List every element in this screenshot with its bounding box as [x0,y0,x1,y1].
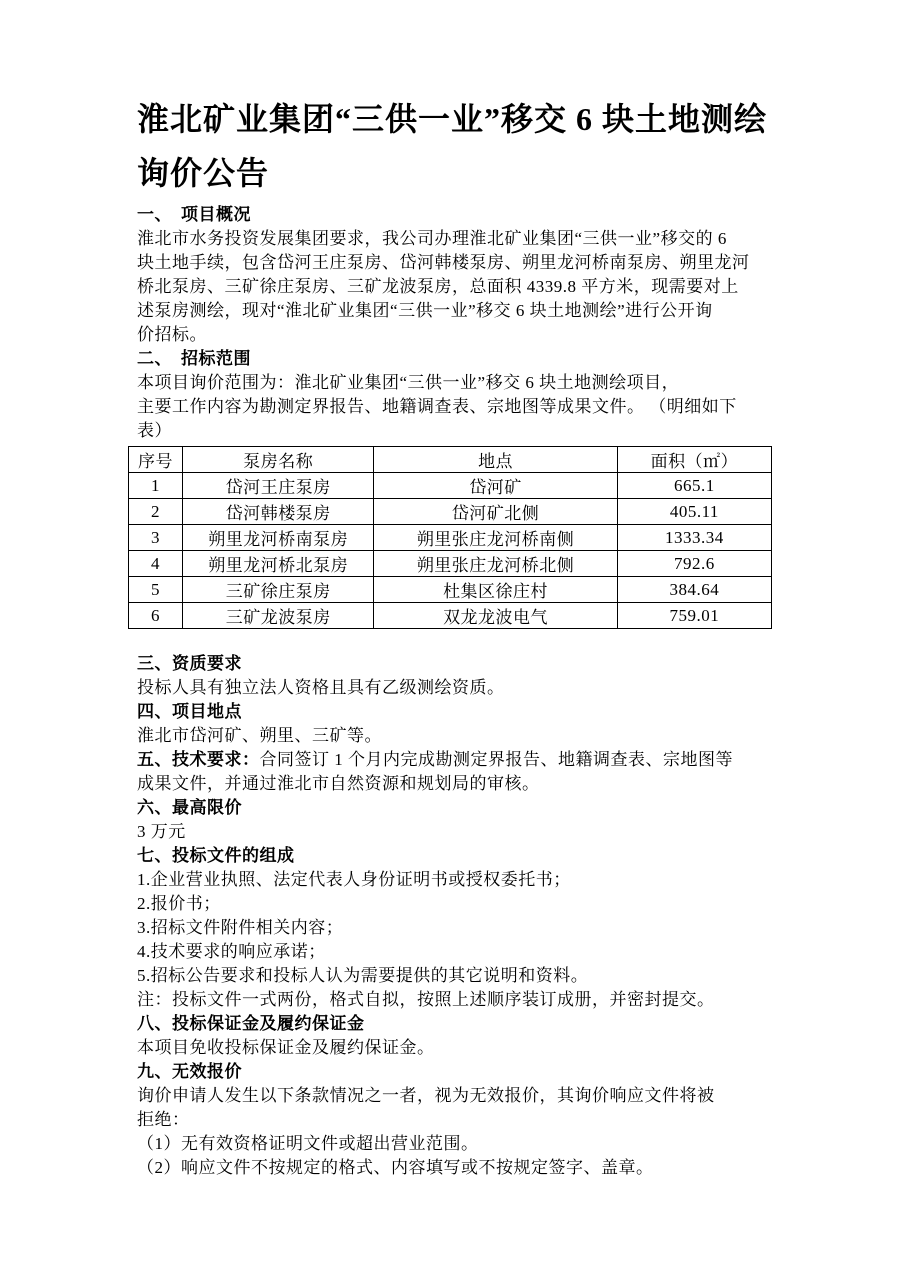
section-heading-project-location: 四、项目地点 [137,702,242,721]
body-line: （1）无有效资格证明文件或超出营业范围。 [137,1134,479,1153]
section-heading-qualification: 三、资质要求 [137,654,242,673]
body-line: 主要工作内容为勘测定界报告、地籍调查表、宗地图等成果文件。 （明细如下 [137,397,737,416]
body-line: 拒绝： [137,1110,190,1129]
table-cell: 三矿徐庄泵房 [183,577,374,603]
table-row [129,551,772,577]
body-line: （2）响应文件不按规定的格式、内容填写或不按规定签字、盖章。 [137,1158,654,1177]
table-header-cell: 序号 [129,447,183,473]
document-title [137,92,772,200]
list-item: 1.企业营业执照、法定代表人身份证明书或授权委托书； [137,870,571,889]
table-cell: 792.6 [617,551,771,577]
table-cell: 6 [129,603,183,629]
section-heading-technical-requirements: 五、技术要求： [137,750,260,769]
note-line: 注：投标文件一式两份，格式自拟，按照上述顺序装订成册，并密封提交。 [137,990,715,1009]
pump-house-table [128,446,772,629]
table-cell: 朔里龙河桥南泵房 [183,525,374,551]
table-cell: 759.01 [617,603,771,629]
table-row [129,525,772,551]
table-cell: 朔里张庄龙河桥南侧 [374,525,617,551]
table-cell: 2 [129,499,183,525]
body-line: 本项目免收投标保证金及履约保证金。 [137,1038,435,1057]
table-cell: 405.11 [617,499,771,525]
table-header-row [129,447,772,473]
table-cell: 双龙龙波电气 [374,603,617,629]
section-heading-max-price: 六、最高限价 [137,798,242,817]
list-item: 5.招标公告要求和投标人认为需要提供的其它说明和资料。 [137,966,589,985]
section-technical-requirements-line1 [137,748,772,772]
table-row [129,577,772,603]
body-line: 表） [137,421,172,440]
section-heading-bid-document-composition: 七、投标文件的组成 [137,846,295,865]
table-cell: 三矿龙波泵房 [183,603,374,629]
body-inline: 合同签订 1 个月内完成勘测定界报告、地籍调查表、宗地图等 [259,750,733,769]
body-line: 价招标。 [137,325,207,344]
list-item: 3.招标文件附件相关内容； [137,918,344,937]
section-heading-project-overview: 一、 项目概况 [137,205,251,224]
body-line: 投标人具有独立法人资格且具有乙级测绘资质。 [137,678,505,697]
table-cell: 384.64 [617,577,771,603]
body-line: 本项目询价范围为：淮北矿业集团“三供一业”移交 6 块土地测绘项目， [137,373,680,392]
table-cell: 3 [129,525,183,551]
table-cell: 665.1 [617,473,771,499]
table-cell: 朔里龙河桥北泵房 [183,551,374,577]
table-cell: 1333.34 [617,525,771,551]
section-heading-invalid-quotes: 九、无效报价 [137,1062,242,1081]
table-cell: 杜集区徐庄村 [374,577,617,603]
body-line: 3 万元 [137,822,186,841]
list-item: 2.报价书； [137,894,221,913]
list-item: 4.技术要求的响应承诺； [137,942,326,961]
table-header-cell: 面积（㎡） [617,447,771,473]
table-cell: 4 [129,551,183,577]
section-heading-bid-scope: 二、 招标范围 [137,349,251,368]
body-line: 桥北泵房、三矿徐庄泵房、三矿龙波泵房，总面积 4339.8 平方米，现需要对上 [137,277,739,296]
table-header-cell: 地点 [374,447,617,473]
table-cell: 1 [129,473,183,499]
body-line: 述泵房测绘，现对“淮北矿业集团“三供一业”移交 6 块土地测绘”进行公开询 [137,301,713,320]
document-title-line2: 询价公告 [137,155,270,191]
table-row [129,473,772,499]
body-line: 成果文件，并通过淮北市自然资源和规划局的审核。 [137,774,540,793]
body-line: 块土地手续，包含岱河王庄泵房、岱河韩楼泵房、朔里龙河桥南泵房、朔里龙河 [137,253,750,272]
body-line: 询价申请人发生以下条款情况之一者，视为无效报价，其询价响应文件将被 [137,1086,715,1105]
body-line: 淮北市水务投资发展集团要求，我公司办理淮北矿业集团“三供一业”移交的 6 [137,229,727,248]
table-cell: 岱河王庄泵房 [183,473,374,499]
table-row [129,603,772,629]
table-cell: 岱河矿北侧 [374,499,617,525]
body-line: 淮北市岱河矿、朔里、三矿等。 [137,726,382,745]
section-heading-deposit: 八、投标保证金及履约保证金 [137,1014,365,1033]
document-title-line1: 淮北矿业集团“三供一业”移交 6 块土地测绘 [137,101,768,137]
table-row [129,499,772,525]
table-cell: 5 [129,577,183,603]
table-cell: 岱河矿 [374,473,617,499]
table-cell: 朔里张庄龙河桥北侧 [374,551,617,577]
table-header-cell: 泵房名称 [183,447,374,473]
table-cell: 岱河韩楼泵房 [183,499,374,525]
